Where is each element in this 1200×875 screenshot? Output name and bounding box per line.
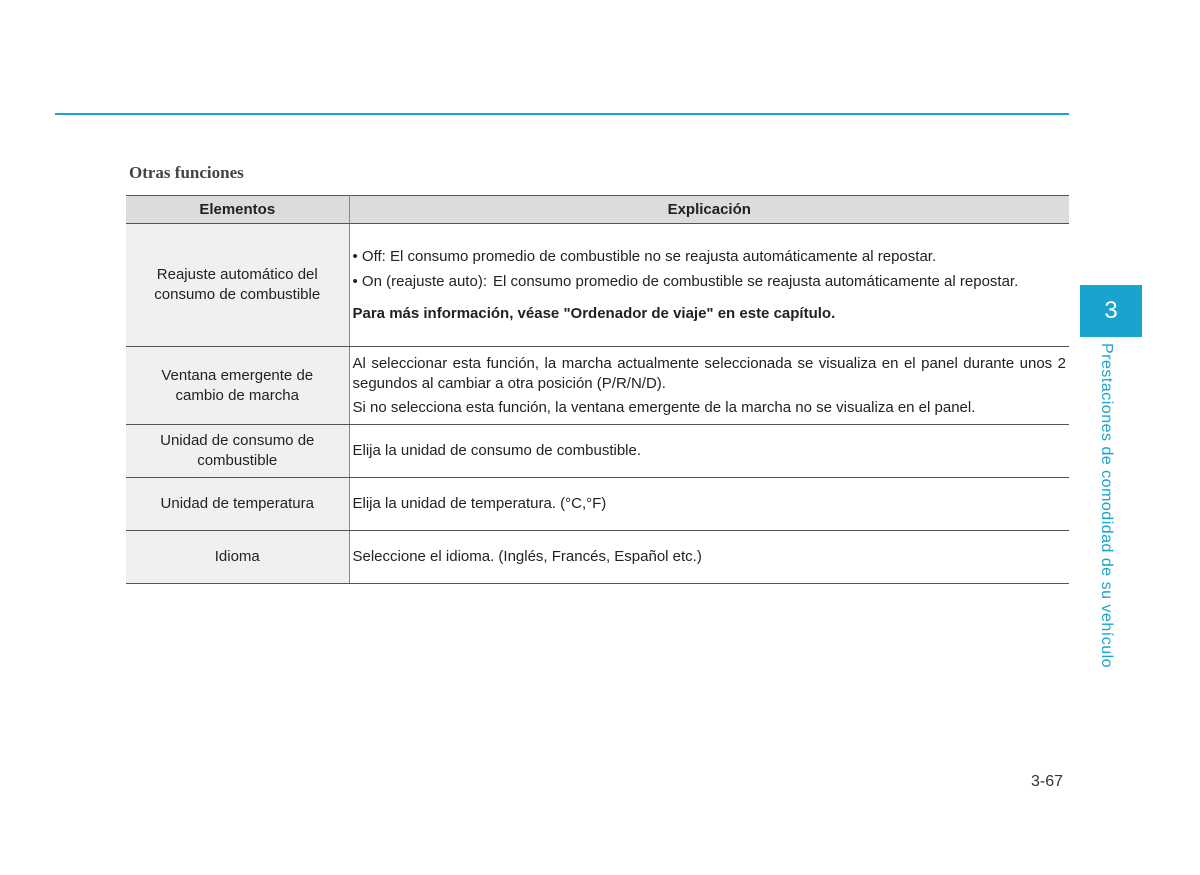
functions-table bbox=[126, 195, 1069, 584]
see-also-note: Para más información, véase "Ordenador de viaje" en este capítulo. bbox=[352, 304, 836, 322]
section-title: Otras funciones bbox=[129, 163, 244, 182]
top-rule bbox=[55, 113, 1069, 115]
table-row bbox=[126, 425, 1069, 478]
item-line: Ventana emergente de bbox=[161, 366, 314, 384]
item-line: Reajuste automático del bbox=[156, 266, 318, 283]
table-row bbox=[126, 347, 1069, 425]
item-cell bbox=[126, 347, 349, 425]
header-elementos: Elementos bbox=[126, 196, 349, 224]
bullet-on bbox=[353, 272, 1067, 292]
table-row bbox=[126, 531, 1069, 584]
chapter-title: Prestaciones de comodidad de su vehículo bbox=[1098, 343, 1115, 669]
explanation-cell: Elija la unidad de consumo de combustible. bbox=[349, 425, 1069, 478]
item-line: combustible bbox=[197, 452, 278, 469]
item-cell bbox=[126, 224, 349, 347]
item-cell bbox=[126, 531, 349, 584]
explanation-cell bbox=[349, 347, 1069, 425]
table-row bbox=[126, 478, 1069, 531]
table-row bbox=[126, 224, 1069, 347]
explanation-paragraph: Si no selecciona esta función, la ventana emergente de la marcha no se visualiza en el panel. bbox=[352, 398, 976, 416]
explanation-paragraph: Al seleccionar esta función, la marcha actualmente seleccionada se visualiza en el panel durante unos 2 segundos al cambiar a otra posición (P/R/N/D). bbox=[352, 354, 1066, 392]
header-explicacion: Explicación bbox=[349, 196, 1069, 224]
item-line: cambio de marcha bbox=[175, 386, 299, 404]
table-header-row bbox=[126, 196, 1069, 224]
item-line: Idioma bbox=[214, 548, 260, 565]
explanation-cell bbox=[349, 224, 1069, 347]
item-line: Unidad de temperatura bbox=[160, 495, 314, 512]
page-number: 3-67 bbox=[1031, 773, 1064, 790]
bullet-off: • Off: El consumo promedio de combustible no se reajusta automáticamente al repostar. bbox=[352, 247, 937, 265]
bullet-on-label: • On (reajuste auto): bbox=[352, 272, 487, 290]
bullet-on-text: El consumo promedio de combustible se reajusta automáticamente al repostar. bbox=[492, 272, 1019, 290]
item-line: consumo de combustible bbox=[154, 286, 321, 303]
item-cell bbox=[126, 425, 349, 478]
explanation-cell: Elija la unidad de temperatura. (°C,°F) bbox=[349, 478, 1069, 531]
item-cell bbox=[126, 478, 349, 531]
chapter-tab: 3 bbox=[1080, 285, 1142, 337]
item-line: Unidad de consumo de bbox=[160, 432, 315, 449]
explanation-cell: Seleccione el idioma. (Inglés, Francés, Español etc.) bbox=[349, 531, 1069, 584]
